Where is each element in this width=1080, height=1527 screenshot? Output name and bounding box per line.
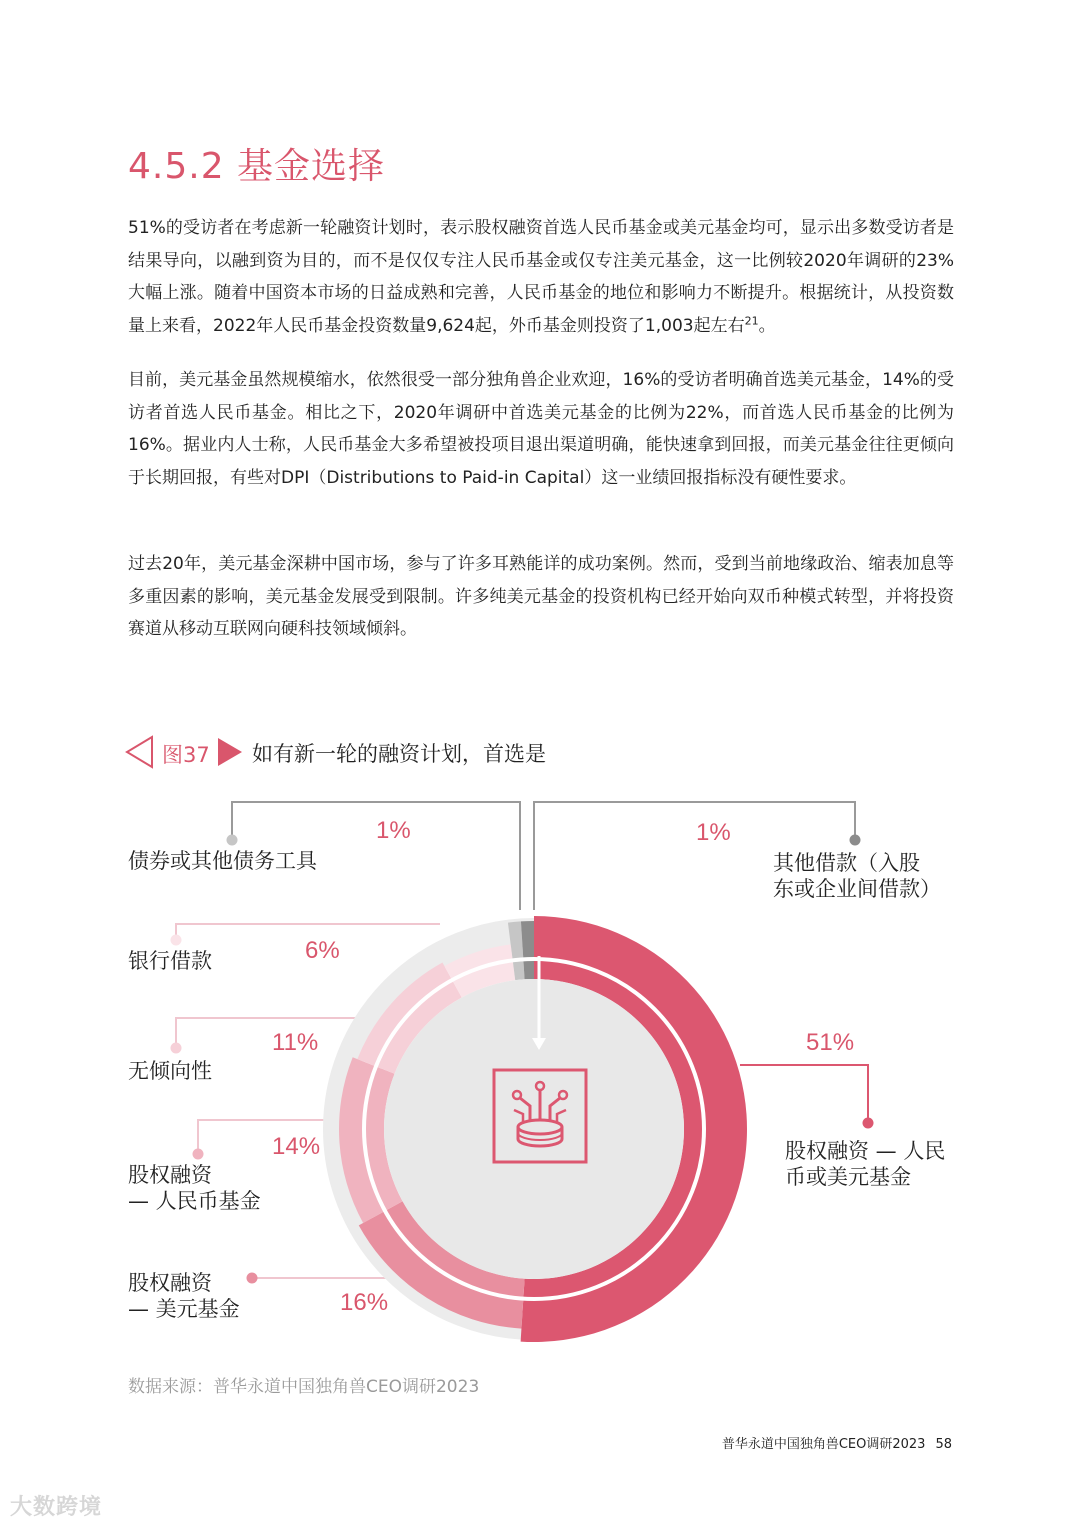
footer-report-name: 普华永道中国独角兽CEO调研2023 (721, 1437, 926, 1452)
figure-title: 如有新一轮的融资计划，首选是 (252, 742, 546, 766)
data-label-6: 1% (696, 819, 731, 846)
watermark: 大数跨境 (10, 1495, 103, 1520)
data-label-0: 51% (806, 1029, 855, 1056)
footnote-ref[interactable]: 21 (744, 313, 759, 327)
leader-dot-0 (863, 1118, 874, 1129)
leader-dot-6 (850, 835, 861, 846)
category-label-1: 股权融资 (128, 1271, 212, 1295)
triangle-solid-right-icon (216, 734, 246, 770)
paragraph-1: 51%的受访者在考虑新一轮融资计划时，表示股权融资首选人民币基金或美元基金均可，显示出多数受访者是结果导向，以融到资为目的，而不是仅仅专注人民币基金或仅专注美元基金，这一比例较2020年调研的23%大幅上涨。随着中国资本市场的日益成熟和完善，人民币基金的地位和影响力不断提升。根据统计，从投资数量上来看，2022年人民币基金投资数量9,624起，外币基金则投资了1,003起左右$^{21}$。 (128, 218, 954, 336)
data-label-4: 6% (305, 937, 340, 964)
leader-dot-3 (171, 1043, 182, 1054)
paragraph-2: 目前，美元基金虽然规模缩水，依然很受一部分独角兽企业欢迎，16%的受访者明确首选美元基金，14%的受访者首选人民币基金。相比之下，2020年调研中首选美元基金的比例为22%，而首选人民币基金的比例为16%。据业内人士称，人民币基金大多希望被投项目退出渠道明确，能快速拿到回报，而美元基金往往更倾向于长期回报，有些对DPI（Distributions to Paid-in Capital）这一业绩回报指标没有硬性要求。 (128, 370, 955, 488)
paragraph-3: 过去20年，美元基金深耕中国市场，参与了许多耳熟能详的成功案例。然而，受到当前地缘政治、缩表加息等多重因素的影响，美元基金发展受到限制。许多纯美元基金的投资机构已经开始向双币种模式转型，并将投资赛道从移动互联网向硬科技领域倾斜。 (128, 554, 954, 639)
leader-dot-5 (227, 835, 238, 846)
category-label-0-line2: 币或美元基金 (785, 1165, 911, 1189)
leader-dot-2 (193, 1149, 204, 1160)
leader-line-0 (740, 1065, 868, 1123)
data-label-3: 11% (272, 1029, 319, 1056)
page-number: 58 (935, 1437, 952, 1452)
inner-disc (384, 979, 684, 1279)
category-label-5: 债券或其他债务工具 (128, 849, 317, 873)
category-label-4: 银行借款 (128, 949, 212, 973)
section-title: 4.5.2 基金选择 (128, 146, 386, 187)
category-label-3: 无倾向性 (128, 1059, 212, 1083)
data-label-1: 16% (340, 1289, 389, 1316)
figure-header (124, 734, 724, 774)
category-label-6: 其他借款（入股 (773, 851, 920, 875)
category-label-2-line2: — 人民币基金 (128, 1189, 261, 1213)
figure-number: 图37 (162, 743, 210, 767)
category-label-0: 股权融资 — 人民 (785, 1139, 946, 1163)
data-label-5: 1% (376, 817, 411, 844)
page-footer (712, 1433, 952, 1452)
triangle-outline-left-icon (124, 734, 154, 770)
leader-dot-1 (247, 1273, 258, 1284)
data-label-2: 14% (272, 1133, 321, 1160)
category-label-2: 股权融资 (128, 1163, 212, 1187)
category-label-1-line2: — 美元基金 (128, 1297, 240, 1321)
donut-chart (0, 780, 1080, 1360)
data-source: 数据来源：普华永道中国独角兽CEO调研2023 (128, 1377, 480, 1397)
leader-dot-4 (171, 935, 182, 946)
leader-line-3 (176, 1018, 360, 1048)
category-label-6-line2: 东或企业间借款） (773, 877, 941, 901)
